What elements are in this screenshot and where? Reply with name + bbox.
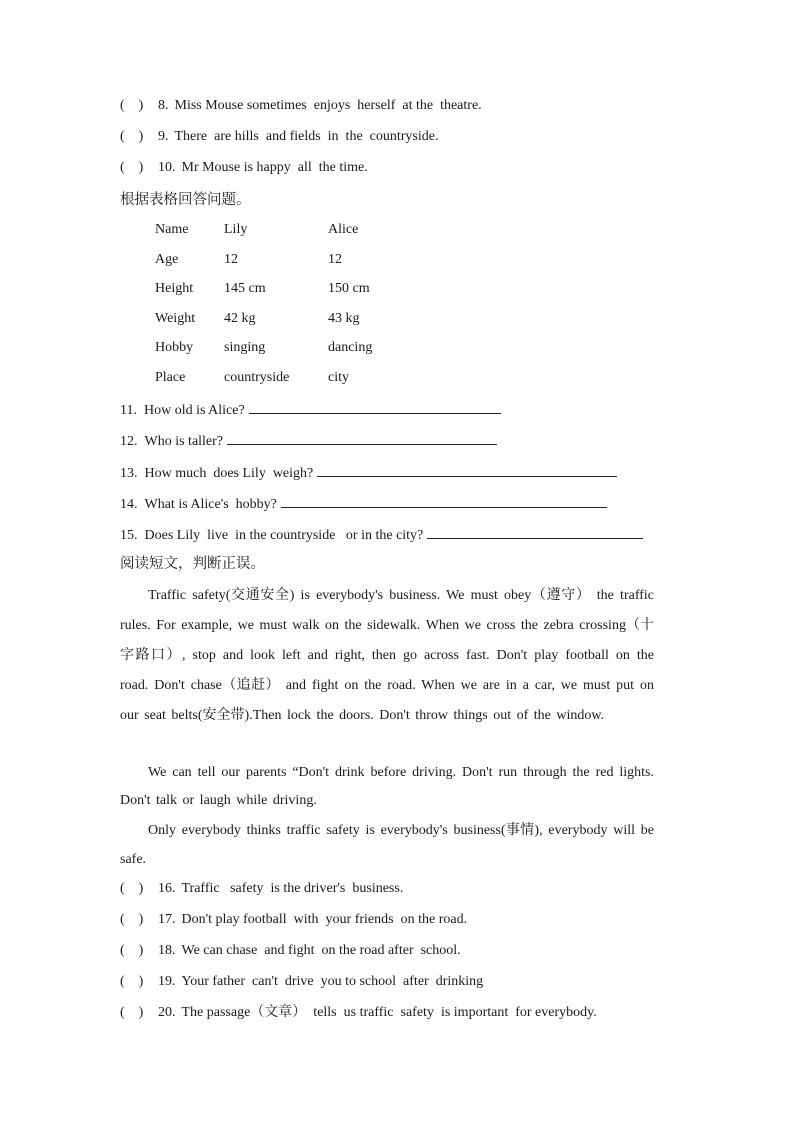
- question-12: [120, 429, 497, 452]
- answer-blank[interactable]: [249, 398, 501, 414]
- tf-item-20: [120, 1003, 597, 1023]
- passage-paragraph-3: [120, 816, 654, 874]
- alice-cell: 12: [328, 251, 342, 267]
- item-text: Your father can't drive you to school after drinking: [181, 974, 484, 989]
- item-text: Traffic safety is the driver's business.: [181, 881, 404, 896]
- answer-paren[interactable]: ( ): [120, 943, 144, 958]
- item-number: 8.: [158, 98, 169, 113]
- alice-cell: 150 cm: [328, 281, 370, 297]
- reading-section-heading: 阅读短文，判断正误。: [120, 556, 265, 572]
- row-label: Age: [155, 251, 179, 267]
- lily-cell: 145 cm: [224, 281, 266, 297]
- lily-cell: singing: [224, 340, 266, 356]
- item-number: 12.: [120, 434, 138, 449]
- item-text: The passage（文章） tells us traffic safety is important for everybody.: [181, 1005, 597, 1020]
- alice-cell: 43 kg: [328, 310, 360, 326]
- item-number: 20.: [158, 1005, 176, 1020]
- row-label: Hobby: [155, 340, 194, 356]
- alice-cell: Alice: [328, 222, 359, 237]
- question-text: Who is taller?: [144, 434, 224, 449]
- item-number: 9.: [158, 129, 169, 144]
- alice-cell: city: [328, 369, 349, 385]
- item-text: We can chase and fight on the road after school.: [181, 943, 461, 958]
- question-15: [120, 523, 643, 546]
- item-number: 15.: [120, 528, 138, 543]
- tf-item-16: [120, 879, 403, 899]
- paragraph-text: We can tell our parents “Don't drink before driving. Don't run through the red lights. Don't talk or laugh while driving.: [120, 765, 654, 808]
- passage-paragraph-1: [120, 581, 654, 731]
- lily-cell: 12: [224, 251, 238, 267]
- tf-item-19: [120, 972, 483, 992]
- answer-paren[interactable]: ( ): [120, 98, 144, 113]
- item-number: 16.: [158, 881, 176, 896]
- item-number: 14.: [120, 497, 138, 512]
- item-number: 13.: [120, 466, 138, 481]
- tf-item-18: [120, 941, 461, 961]
- answer-blank[interactable]: [317, 461, 617, 477]
- tf-item-10: [120, 158, 368, 178]
- answer-paren[interactable]: ( ): [120, 1005, 144, 1020]
- row-label: Height: [155, 281, 194, 297]
- answer-paren[interactable]: ( ): [120, 129, 144, 144]
- answer-paren[interactable]: ( ): [120, 160, 144, 175]
- item-number: 18.: [158, 943, 176, 958]
- item-text: Miss Mouse sometimes enjoys herself at the theatre.: [174, 98, 482, 113]
- answer-blank[interactable]: [427, 523, 643, 539]
- question-text: How old is Alice?: [143, 403, 245, 418]
- question-text: Does Lily live in the countryside or in the city?: [144, 528, 424, 543]
- tf-item-8: [120, 96, 482, 116]
- row-label: Name: [155, 222, 189, 237]
- question-14: [120, 492, 607, 515]
- paragraph-text: Only everybody thinks traffic safety is everybody's business(事情), everybody will be safe.: [120, 823, 654, 867]
- item-text: There are hills and fields in the countryside.: [174, 129, 439, 144]
- item-text: Don't play football with your friends on the road.: [181, 912, 468, 927]
- answer-blank[interactable]: [281, 492, 607, 508]
- answer-blank[interactable]: [227, 429, 497, 445]
- item-number: 17.: [158, 912, 176, 927]
- passage-paragraph-2: [120, 759, 654, 815]
- answer-paren[interactable]: ( ): [120, 974, 144, 989]
- question-13: [120, 461, 617, 484]
- item-number: 11.: [120, 403, 137, 418]
- question-text: What is Alice's hobby?: [144, 497, 277, 512]
- tf-item-17: [120, 910, 467, 930]
- table-section-heading: 根据表格回答问题。: [120, 192, 251, 208]
- answer-paren[interactable]: ( ): [120, 881, 144, 896]
- row-label: Weight: [155, 310, 196, 326]
- item-number: 19.: [158, 974, 176, 989]
- row-label: Place: [155, 369, 186, 385]
- item-text: Mr Mouse is happy all the time.: [181, 160, 368, 175]
- item-number: 10.: [158, 160, 176, 175]
- question-text: How much does Lily weigh?: [144, 466, 314, 481]
- lily-cell: Lily: [224, 222, 248, 237]
- question-11: [120, 398, 501, 421]
- alice-cell: dancing: [328, 340, 373, 356]
- tf-item-9: [120, 127, 438, 147]
- paragraph-text: Traffic safety(交通安全) is everybody's business. We must obey（遵守） the traffic rules. For example, we must walk on the sidewalk. When we cross the zebra crossing（十字路口）, stop and look left and right, then go across fast. Don't play football on the road. Don't chase（追赶） and fight on the road. When we are in a car, we must put on our seat belts(安全带).Then lock the doors. Don't throw things out of the window.: [120, 588, 654, 723]
- lily-cell: countryside: [224, 369, 290, 385]
- answer-paren[interactable]: ( ): [120, 912, 144, 927]
- lily-cell: 42 kg: [224, 310, 256, 326]
